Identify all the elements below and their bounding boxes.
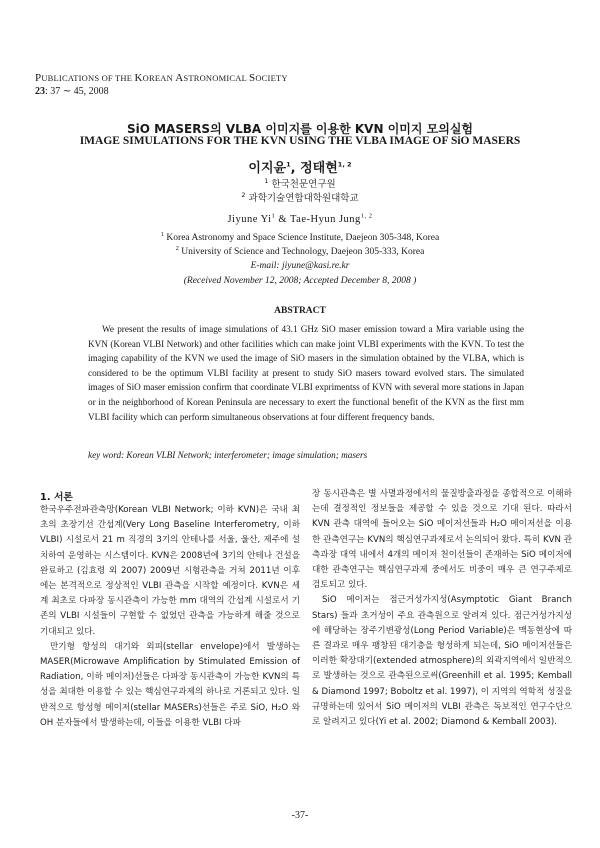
- title-korean: SiO MASERS의 VLBA 이미지를 이용한 KVN 이미지 모의실험: [126, 122, 474, 136]
- journal-name: PUBLICATIONS OF THE KOREAN ASTRONOMICAL SOCIETY: [35, 72, 288, 84]
- paragraph: 한국우주전파관측망(Korean VLBI Network; 이하 KVN)은 국내 최초의 초장기선 간섭계(Very Long Baseline Interferometry, 이하 VLBI) 시설로서 21 m 직경의 3기의 안테나를 서울, 울산, 제주에 설치하여 운영하는 시스템이다. KVN은 2008년에 3기의 안테나 건설을 완료하고 (김효령 외 2007) 2009년 시험관측을 거쳐 2011년 이후에는 본격적으로 정상적인 VLBI 관측을 시작할 예정이다. KVN은 세계 최초로 다파장 동시관측이 가능한 mm 대역의 간섭계 시설로서 기존의 VLBI 시설들이 구현할 수 없었던 관측을 가능하게 해줄 것으로 기대되고 있다.: [40, 505, 300, 637]
- paragraph: SiO 메이저는 점근거성가지성(Asymptotic Giant Branch Stars) 들과 초거성이 주요 관측원으로 알려져 있다. 점근거성가지성에 해당하는 장주기변광성(Long Period Variable)은 맥동현상에 따른 결과로 매우 팽창된 대기층을 형성하게 되는데, SiO 메이저선들은 이러한 확장대기(extended atmosphere)의 외곽지역에서 일반적으로 발생하는 것으로 관측된으로써(Greenhill et al. 1995; Kemball & Diamond 1997; Boboltz et al. 1997), 이 지역의 역학적 성질을 규명하는데 있어서 SiO 메이저의 VLBI 관측은 독보적인 연구수단으로 알려지고 있다(Yi et al. 2002; Diamond & Kemball 2003).: [312, 595, 572, 728]
- paragraph: 장 동시관측은 별 사멸과정에서의 물질방출과정을 종합적으로 이해하는데 결정적인 정보들을 제공할 수 있을 것으로 기대 된다. 따라서 KVN 관측 대역에 들어오는 SiO 메이저선들과 H₂O 메이저선을 이용한 관측연구는 KVN의 핵심연구과제로서 논의되어 왔다. 특히 KVN 관측과장 대역 내에서 4개의 메이저 천이선들이 존재하는 SiO 메이저에 대한 관측연구는 핵심연구과제 중에서도 비중이 매우 큰 연구주제로 검토되고 있다.: [312, 489, 572, 591]
- received-dates: (Received November 12, 2008; Accepted December 8, 2008 ): [183, 276, 417, 286]
- keywords: key word: Korean VLBI Network; interferometer; image simulation; masers: [88, 450, 368, 460]
- title-english: IMAGE SIMULATIONS FOR THE KVN USING THE VLBA IMAGE OF SiO MASERS: [79, 135, 521, 147]
- authors-korean: 이지윤$^1$, 정태현$^{1, 2}$: [248, 160, 352, 176]
- affiliation-korean-2: $^2$ 과학기술연합대학원대학교: [241, 190, 359, 204]
- abstract-heading: ABSTRACT: [274, 306, 326, 316]
- affiliation-english-1: $^1$ Korea Astronomy and Space Science Institute, Daejeon 305-348, Korea: [160, 230, 440, 243]
- page-number: -37-: [291, 810, 309, 821]
- body-column-left: [40, 503, 300, 731]
- affiliation-english-2: $^2$ University of Science and Technology, Daejeon 305-333, Korea: [175, 244, 425, 257]
- paragraph: 만기형 항성의 대기와 외피(stellar envelope)에서 발생하는 MASER(Microwave Amplification by Stimulated Emission of Radiation, 이하 메이저)선들은 다파장 동시관측이 가능한 KVN의 특성을 최대한 이용할 수 있는 핵심연구과제의 하나로 거론되고 있다. 일반적으로 항성형 메이저(stellar MASERs)선들은 주로 SiO, H₂O 와 OH 분자들에서 발생하는데, 이들을 이용한 VLBI 다파: [40, 641, 300, 728]
- authors-english: Jiyune Yi$^1$ & Tae-Hyun Jung$^{1, 2}$: [227, 212, 373, 225]
- author-email: E-mail: jiyune@kasi.re.kr: [250, 261, 350, 271]
- journal-volume: 23: 37 ∼ 45, 2008: [35, 86, 109, 97]
- abstract-text: We present the results of image simulations of 43.1 GHz SiO maser emission toward a Mira variable using the KVN (Korean VLBI Network) and other facilities which can make joint VLBI experiments with the KVN. To test the imaging capability of the KVN we used the image of SiO masers in the simulation obtained by the VLBA, which is considered to be the optimum VLBI facility at present to study SiO masers toward evolved stars. The simulated images of SiO maser emission confirm that coordinate VLBI exprimentss of KVN with several more stations in Japan or in the neighborhood of Korean Peninsula are necessary to exert the functional benefit of the KVN as the first mm VLBI facility which can perform simultaneous observations at four different frequency bands.: [88, 324, 524, 422]
- affiliation-korean-1: $^1$ 한국천문연구원: [264, 176, 336, 190]
- body-column-right: [312, 487, 572, 730]
- section-heading-introduction: 1. 서론: [40, 492, 73, 503]
